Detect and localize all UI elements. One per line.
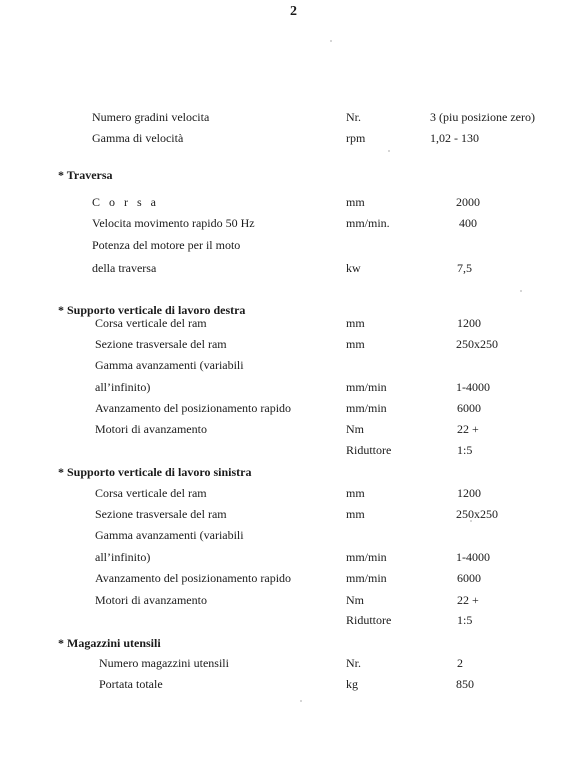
- spec-label: Corsa verticale del ram: [95, 316, 207, 330]
- spec-label: Potenza del motore per il moto: [92, 238, 241, 252]
- spec-value: 2: [457, 656, 463, 670]
- spec-unit: mm/min: [346, 550, 387, 564]
- section-title-traversa: * Traversa: [58, 168, 113, 182]
- spec-value: 1-4000: [456, 550, 490, 564]
- spec-value: 400: [459, 216, 477, 230]
- spec-unit: Nr.: [346, 656, 361, 670]
- section-title-supporto-sinistra: * Supporto verticale di lavoro sinistra: [58, 465, 252, 479]
- spec-unit: mm/min.: [346, 216, 390, 230]
- spec-label: della traversa: [92, 261, 157, 275]
- spec-label: all’infinito): [95, 550, 151, 564]
- spec-value: 2000: [456, 195, 480, 209]
- spec-label: Corsa verticale del ram: [95, 486, 207, 500]
- spec-label: Avanzamento del posizionamento rapido: [95, 571, 292, 585]
- spec-label: Gamma avanzamenti (variabili: [95, 528, 244, 542]
- scan-speck: [330, 40, 332, 42]
- spec-unit: mm: [346, 316, 365, 330]
- spec-unit: Nr.: [346, 110, 361, 124]
- spec-value: 6000: [457, 571, 481, 585]
- spec-unit: mm: [346, 337, 365, 351]
- spec-label: Motori di avanzamento: [95, 593, 207, 607]
- spec-value: 1-4000: [456, 380, 490, 394]
- spec-unit: Nm: [346, 593, 364, 607]
- spec-label: Motori di avanzamento: [95, 422, 207, 436]
- scan-speck: [300, 700, 302, 702]
- spec-label: Numero gradini velocita: [92, 110, 210, 124]
- spec-value: 3 (piu posizione zero): [430, 110, 535, 124]
- spec-label: all’infinito): [95, 380, 151, 394]
- spec-label: Sezione trasversale del ram: [95, 337, 227, 351]
- spec-value: 1,02 - 130: [430, 131, 479, 145]
- spec-unit: Riduttore: [346, 613, 392, 627]
- spec-label: Avanzamento del posizionamento rapido: [95, 401, 292, 415]
- spec-label: Sezione trasversale del ram: [95, 507, 227, 521]
- spec-value: 6000: [457, 401, 481, 415]
- spec-unit: mm/min: [346, 571, 387, 585]
- spec-unit: mm: [346, 507, 365, 521]
- spec-unit: rpm: [346, 131, 366, 145]
- spec-label: Portata totale: [99, 677, 163, 691]
- spec-unit: mm: [346, 195, 365, 209]
- spec-value: 250x250: [456, 507, 498, 521]
- spec-unit: mm/min: [346, 380, 387, 394]
- spec-value: 1200: [457, 316, 481, 330]
- spec-unit: mm: [346, 486, 365, 500]
- spec-unit: kw: [346, 261, 361, 275]
- page-number: 2: [290, 4, 297, 19]
- section-title-magazzini: * Magazzini utensili: [58, 636, 161, 650]
- spec-label: C o r s a: [92, 195, 159, 209]
- spec-unit: kg: [346, 677, 358, 691]
- spec-label: Velocita movimento rapido 50 Hz: [92, 216, 255, 230]
- spec-unit: Nm: [346, 422, 364, 436]
- spec-label: Gamma di velocità: [92, 131, 184, 145]
- spec-value: 1:5: [457, 613, 473, 627]
- scan-speck: [520, 290, 522, 292]
- spec-value: 1200: [457, 486, 481, 500]
- spec-value: 250x250: [456, 337, 498, 351]
- spec-unit: mm/min: [346, 401, 387, 415]
- spec-unit: Riduttore: [346, 443, 392, 457]
- section-title-supporto-destra: * Supporto verticale di lavoro destra: [58, 303, 246, 317]
- spec-label: Numero magazzini utensili: [99, 656, 229, 670]
- scan-speck: [388, 150, 390, 152]
- spec-value: 850: [456, 677, 474, 691]
- spec-value: 22 +: [457, 593, 479, 607]
- spec-value: 1:5: [457, 443, 473, 457]
- spec-value: 22 +: [457, 422, 479, 436]
- spec-value: 7,5: [457, 261, 472, 275]
- spec-label: Gamma avanzamenti (variabili: [95, 358, 244, 372]
